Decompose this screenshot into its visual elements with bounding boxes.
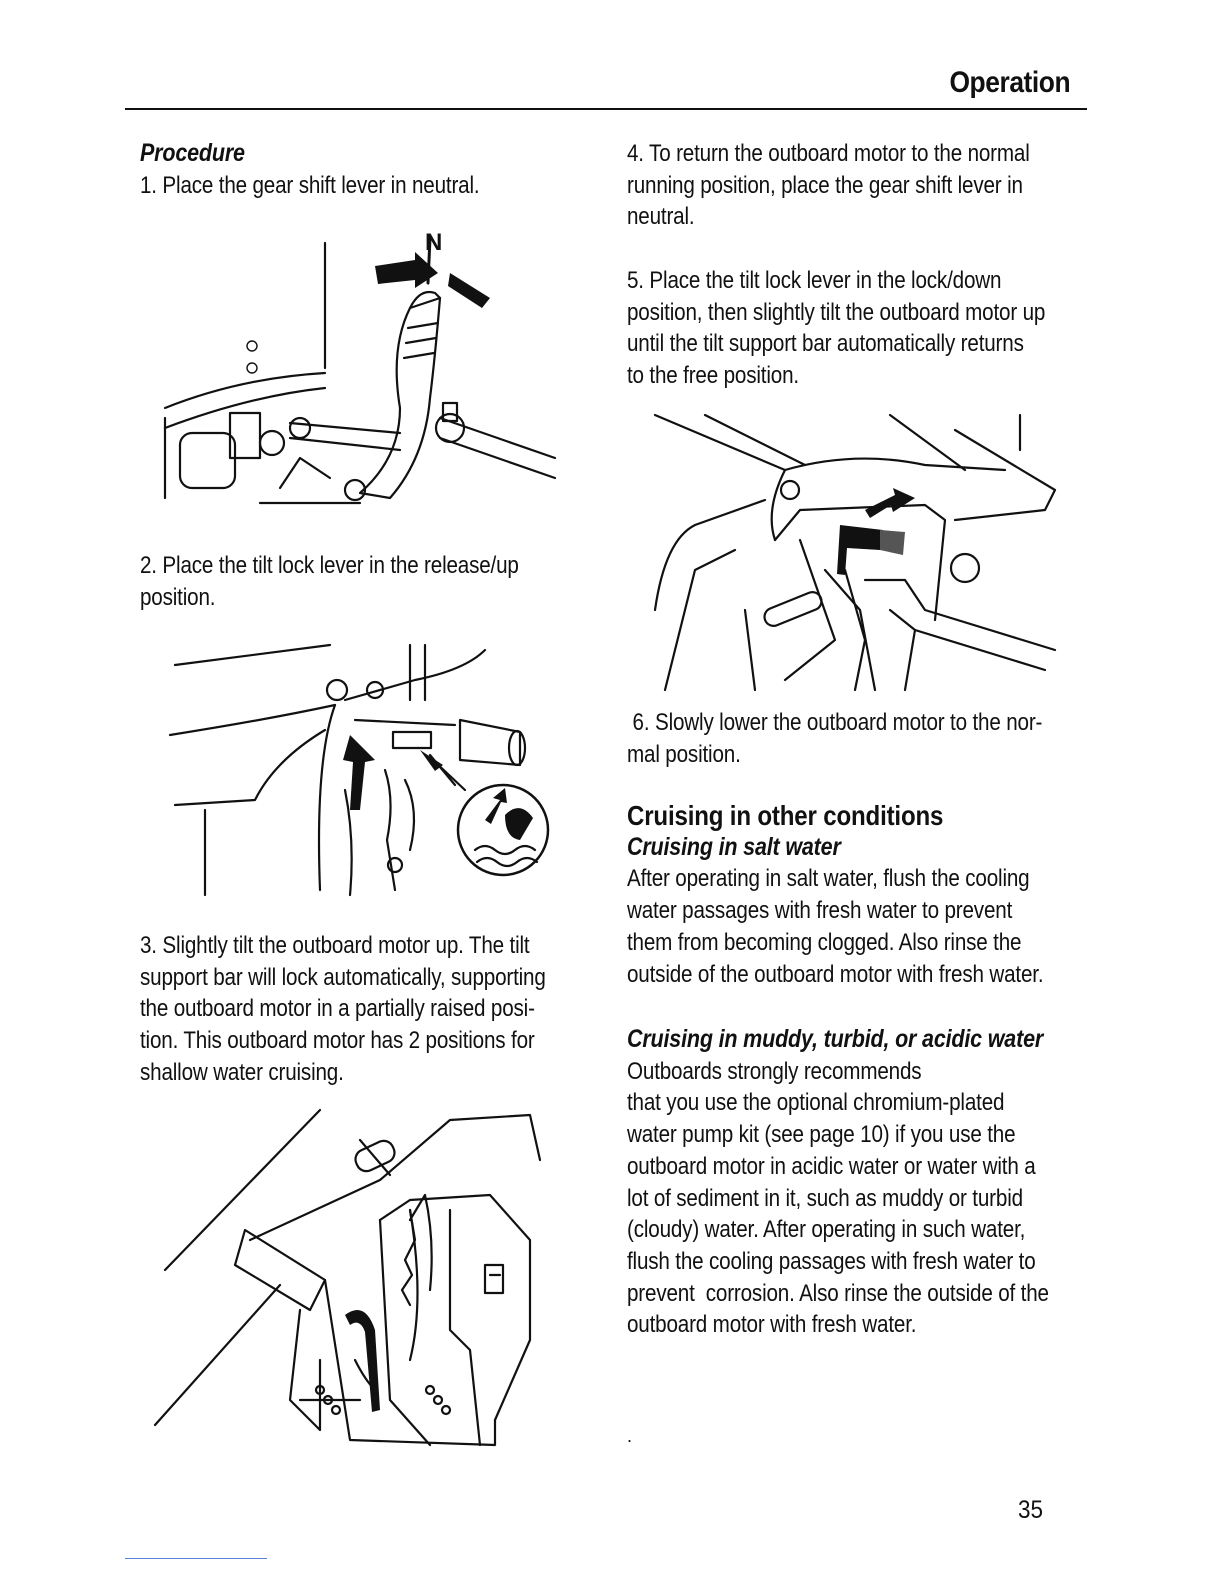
tilt-lock-down-illustration [625,410,1065,695]
muddy-water-line-8: prevent corrosion. Also rinse the outside of the [627,1279,1049,1307]
gear-shift-lever-illustration [160,228,560,513]
step-2-block [140,550,680,613]
procedure-block [140,138,680,201]
salt-water-line-2: water passages with fresh water to prevent [627,897,1013,925]
page-section-title: Operation [949,66,1070,99]
cruising-section [627,800,1167,990]
salt-water-line-4: outside of the outboard motor with fresh water. [627,960,1044,988]
step-4-line-1: 4. To return the outboard motor to the normal [627,140,1030,167]
step-2-line-1: 2. Place the tilt lock lever in the release/up [140,552,519,579]
header-rule [125,108,1087,110]
step-5-line-1: 5. Place the tilt lock lever in the lock/down [627,267,1002,294]
muddy-water-line-6: (cloudy) water. After operating in such water, [627,1216,1026,1244]
step-3-line-1: 3. Slightly tilt the outboard motor up. The tilt [140,932,530,959]
muddy-water-heading: Cruising in muddy, turbid, or acidic water [627,1025,1044,1053]
procedure-heading: Procedure [140,139,245,167]
step-4-line-3: neutral. [627,203,695,231]
step-3-block [140,930,680,1089]
step-3-line-5: shallow water cruising. [140,1058,344,1086]
step-2-line-2: position. [140,583,216,611]
muddy-water-line-1: Outboards strongly recommends [627,1057,922,1085]
muddy-water-line-4: outboard motor in acidic water or water with a [627,1152,1036,1180]
neutral-label: N [425,229,443,256]
salt-water-heading: Cruising in salt water [627,832,841,861]
muddy-water-line-7: flush the cooling passages with fresh water to [627,1247,1036,1275]
muddy-water-line-2: that you use the optional chromium-plated [627,1089,1005,1117]
step-5-line-2: position, then slightly tilt the outboard motor up [627,298,1046,326]
salt-water-line-1: After operating in salt water, flush the cooling [627,865,1030,893]
page-number: 35 [1018,1496,1044,1524]
tilt-lock-release-illustration [165,640,555,902]
tilt-support-bar-illustration [150,1100,570,1455]
muddy-water-section [627,1024,1167,1341]
section-heading-cruising: Cruising in other conditions [627,800,944,831]
step-3-line-4: tion. This outboard motor has 2 positions for [140,1027,535,1055]
step-4-line-2: running position, place the gear shift lever in [627,171,1023,199]
step-6-line-2: mal position. [627,740,741,768]
muddy-water-line-3: water pump kit (see page 10) if you use the [627,1121,1016,1149]
step-3-line-2: support bar will lock automatically, supporting [140,963,546,991]
step-3-line-3: the outboard motor in a partially raised posi- [140,995,535,1023]
muddy-water-line-5: lot of sediment in it, such as muddy or turbid [627,1184,1023,1212]
footer-rule [125,1558,267,1559]
step-5-line-4: to the free position. [627,362,799,390]
step-6-block [627,707,1167,770]
step-5-block [627,265,1167,392]
muddy-water-line-9: outboard motor with fresh water. [627,1311,917,1339]
step-4-block [627,138,1167,233]
salt-water-line-3: them from becoming clogged. Also rinse the [627,928,1022,956]
stray-mark: . [627,1426,633,1446]
step-6-line-1: 6. Slowly lower the outboard motor to the nor- [627,709,1043,736]
step-1-text: 1. Place the gear shift lever in neutral. [140,171,480,199]
step-5-line-3: until the tilt support bar automatically returns [627,330,1024,358]
